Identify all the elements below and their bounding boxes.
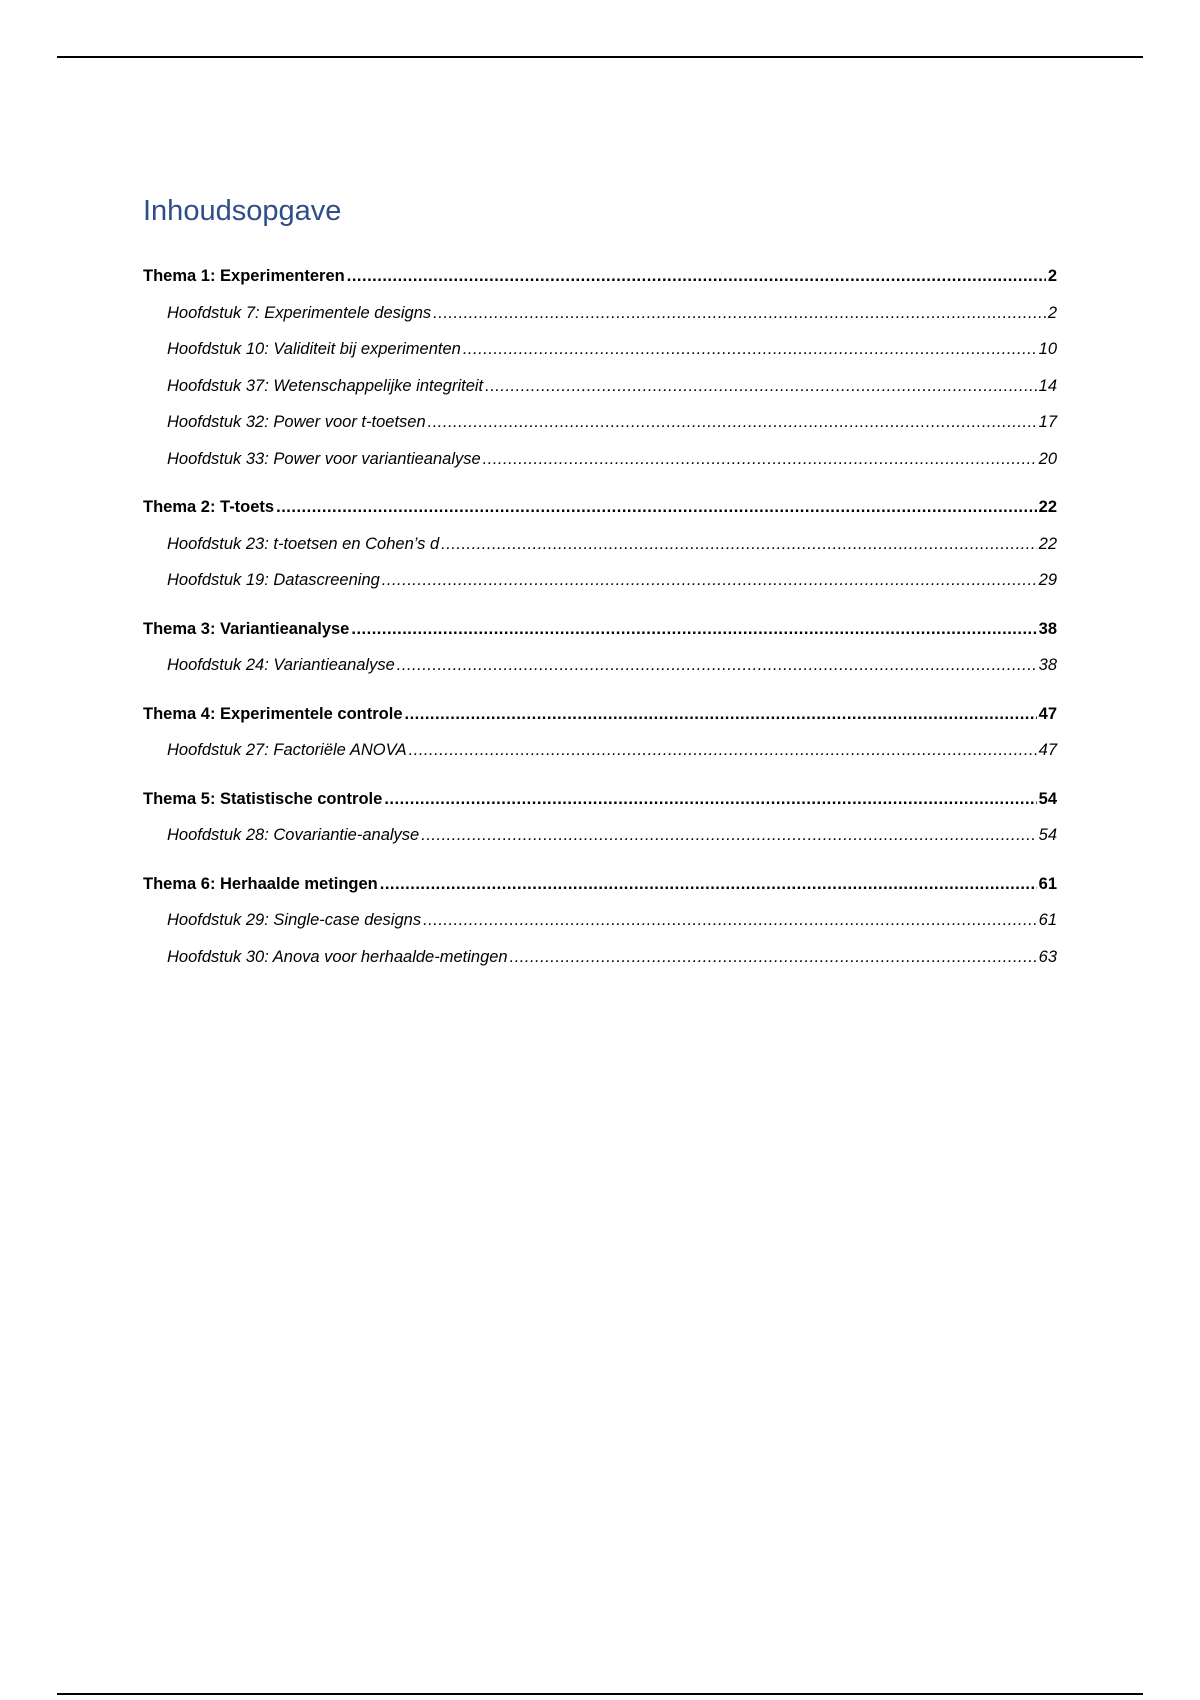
toc-entry-page: 61 xyxy=(1038,874,1057,893)
toc-entry-page: 10 xyxy=(1038,340,1057,358)
toc-section xyxy=(143,781,1057,854)
toc-entry-label: Hoofdstuk 33: Power voor variantieanalyse xyxy=(167,449,481,468)
toc-section xyxy=(143,611,1057,684)
toc-entry-label: Thema 3: Variantieanalyse xyxy=(143,619,350,638)
toc-entry-page: 17 xyxy=(1038,413,1057,431)
toc-entry-chapter-24[interactable] xyxy=(143,647,1057,684)
toc-entry-chapter-28[interactable] xyxy=(143,817,1057,854)
dot-leader xyxy=(433,295,1046,332)
toc-entry-theme-6[interactable] xyxy=(143,866,1057,903)
toc-entry-chapter-32[interactable] xyxy=(143,404,1057,441)
toc-section xyxy=(143,866,1057,976)
toc-entry-page: 61 xyxy=(1038,911,1057,929)
header-rule xyxy=(57,56,1143,58)
toc-section xyxy=(143,258,1057,477)
toc-entry-label: Thema 1: Experimenteren xyxy=(143,267,345,285)
toc-entry-label: Hoofdstuk 32: Power voor t-toetsen xyxy=(167,413,426,431)
toc-entry-page: 29 xyxy=(1038,571,1057,589)
toc-entry-theme-2[interactable] xyxy=(143,489,1057,526)
toc-entry-label: Thema 2: T-toets xyxy=(143,498,275,516)
toc-entry-label: Hoofdstuk 24: Variantieanalyse xyxy=(167,656,395,674)
dot-leader xyxy=(384,781,1036,818)
dot-leader xyxy=(483,441,1037,478)
dot-leader xyxy=(380,866,1037,903)
dot-leader xyxy=(405,696,1037,733)
dot-leader xyxy=(421,817,1036,854)
toc-entry-chapter-23[interactable] xyxy=(143,526,1057,563)
toc-entry-chapter-27[interactable] xyxy=(143,732,1057,769)
page-title: Inhoudsopgave xyxy=(143,195,342,227)
dot-leader xyxy=(510,939,1037,976)
toc-entry-label: Hoofdstuk 7: Experimentele designs xyxy=(167,303,432,322)
toc-entry-theme-5[interactable] xyxy=(143,781,1057,818)
toc-entry-label: Hoofdstuk 37: Wetenschappelijke integriteit xyxy=(167,376,484,395)
toc-entry-page: 54 xyxy=(1038,826,1057,844)
toc-entry-label: Hoofdstuk 19: Datascreening xyxy=(167,571,380,589)
toc-entry-label: Hoofdstuk 27: Factoriële ANOVA xyxy=(167,741,407,759)
dot-leader xyxy=(428,404,1037,441)
toc-entry-page: 47 xyxy=(1038,741,1057,759)
toc-entry-label: Hoofdstuk 28: Covariantie-analyse xyxy=(167,826,420,844)
toc-entry-chapter-37[interactable] xyxy=(143,368,1057,405)
toc-entry-theme-4[interactable] xyxy=(143,696,1057,733)
toc-entry-page: 22 xyxy=(1038,534,1057,553)
toc-section xyxy=(143,696,1057,769)
dot-leader xyxy=(276,489,1037,526)
toc-entry-label: Hoofdstuk 30: Anova voor herhaalde-metingen xyxy=(167,947,508,966)
toc-entry-page: 63 xyxy=(1038,947,1057,966)
dot-leader xyxy=(409,732,1037,769)
dot-leader xyxy=(463,331,1037,368)
toc-entry-page: 2 xyxy=(1047,267,1057,285)
toc-entry-label: Hoofdstuk 23: t-toetsen en Cohen’s d xyxy=(167,534,440,553)
toc-entry-page: 54 xyxy=(1038,789,1057,808)
toc-entry-page: 38 xyxy=(1038,656,1057,674)
toc-entry-chapter-33[interactable] xyxy=(143,441,1057,478)
dot-leader xyxy=(347,258,1046,295)
toc-entry-theme-1[interactable] xyxy=(143,258,1057,295)
dot-leader xyxy=(485,368,1037,405)
table-of-contents xyxy=(143,258,1057,987)
toc-entry-label: Thema 4: Experimentele controle xyxy=(143,704,403,723)
dot-leader xyxy=(351,611,1036,648)
toc-entry-chapter-29[interactable] xyxy=(143,902,1057,939)
toc-entry-chapter-10[interactable] xyxy=(143,331,1057,368)
dot-leader xyxy=(382,562,1037,599)
toc-entry-chapter-30[interactable] xyxy=(143,939,1057,976)
dot-leader xyxy=(441,526,1037,563)
toc-section xyxy=(143,489,1057,599)
dot-leader xyxy=(397,647,1037,684)
toc-entry-label: Hoofdstuk 10: Validiteit bij experimenten xyxy=(167,340,461,358)
toc-entry-page: 14 xyxy=(1038,376,1057,395)
toc-entry-page: 38 xyxy=(1038,619,1057,638)
toc-entry-page: 20 xyxy=(1038,449,1057,468)
toc-entry-chapter-7[interactable] xyxy=(143,295,1057,332)
toc-entry-page: 2 xyxy=(1047,303,1057,322)
toc-entry-label: Hoofdstuk 29: Single-case designs xyxy=(167,911,422,929)
toc-entry-theme-3[interactable] xyxy=(143,611,1057,648)
toc-entry-page: 22 xyxy=(1038,498,1057,516)
toc-entry-page: 47 xyxy=(1038,704,1057,723)
toc-entry-label: Thema 5: Statistische controle xyxy=(143,789,383,808)
dot-leader xyxy=(423,902,1037,939)
footer-rule xyxy=(57,1693,1143,1695)
toc-entry-chapter-19[interactable] xyxy=(143,562,1057,599)
toc-entry-label: Thema 6: Herhaalde metingen xyxy=(143,874,378,893)
